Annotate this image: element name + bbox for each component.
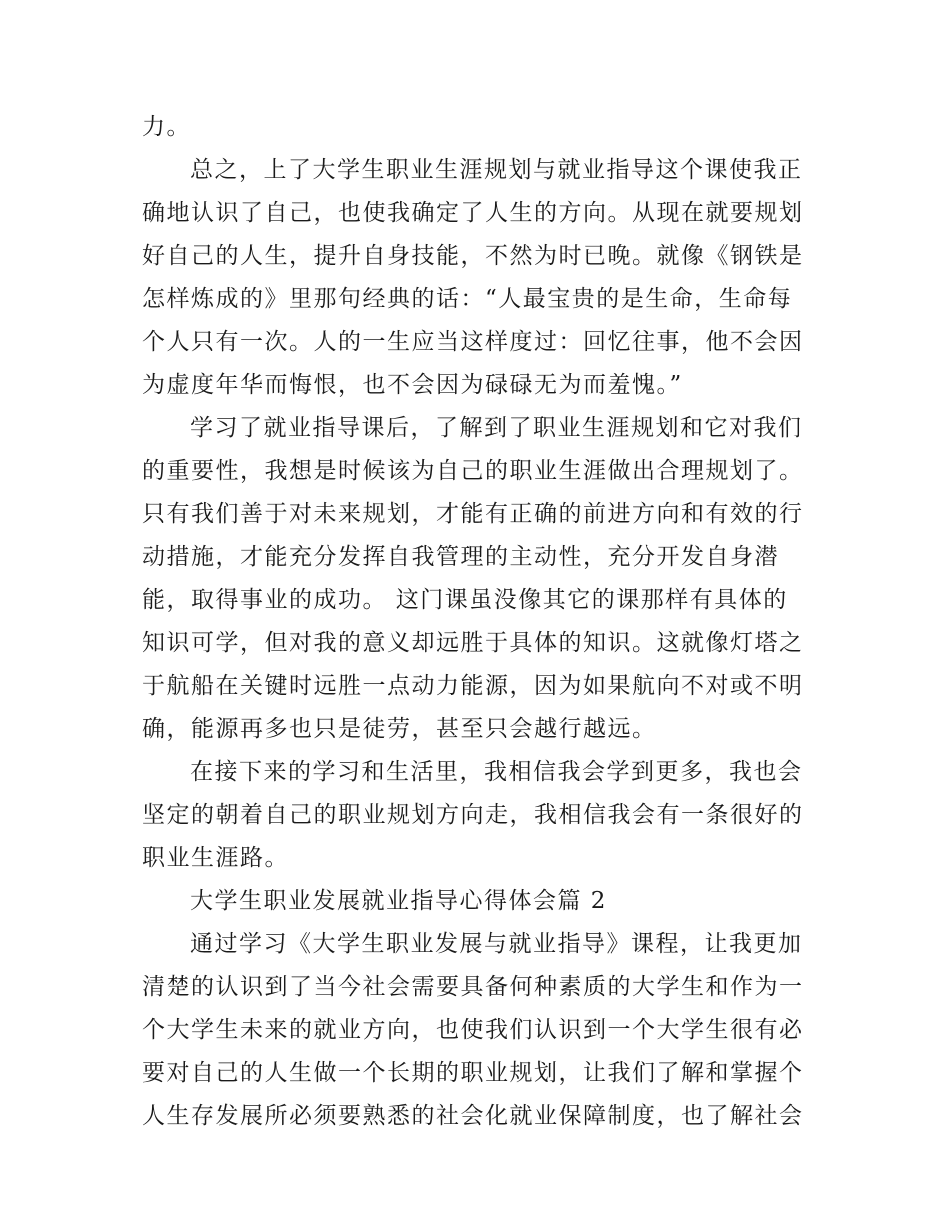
text-line: 的重要性，我想是时候该为自己的职业生涯做出合理规划了。 [142,458,804,484]
text-line: 通过学习《大学生职业发展与就业指导》课程，让我更加 [190,931,803,957]
text-line: 能，取得事业的成功。 这门课虽没像其它的课那样有具体的 [142,587,788,613]
text-line: 为虚度年华而悔恨，也不会因为碌碌无为而羞愧。” [142,372,683,398]
text-line: 总之，上了大学生职业生涯规划与就业指导这个课使我正 [190,157,803,183]
document-page [142,106,812,1138]
text-line: 确地认识了自己，也使我确定了人生的方向。从现在就要规划 [142,200,804,226]
text-line: 坚定的朝着自己的职业规划方向走，我相信我会有一条很好的 [142,802,804,828]
text-line: 清楚的认识到了当今社会需要具备何种素质的大学生和作为一 [142,974,804,1000]
text-line: 知识可学，但对我的意义却远胜于具体的知识。这就像灯塔之 [142,630,804,656]
text-line: 要对自己的人生做一个长期的职业规划，让我们了解和掌握个 [142,1060,804,1086]
text-line: 力。 [142,114,191,140]
text-line: 人生存发展所必须要熟悉的社会化就业保障制度，也了解社会 [142,1103,804,1129]
text-line: 在接下来的学习和生活里，我相信我会学到更多，我也会 [190,759,803,785]
text-line: 怎样炼成的》里那句经典的话：“人最宝贵的是生命，生命每 [142,286,793,312]
text-line: 于航船在关键时远胜一点动力能源，因为如果航向不对或不明 [142,673,804,699]
text-line: 只有我们善于对未来规划，才能有正确的前进方向和有效的行 [142,501,804,527]
text-line: 确，能源再多也只是徒劳，甚至只会越行越远。 [142,716,657,742]
text-line: 个大学生未来的就业方向，也使我们认识到一个大学生很有必 [142,1017,804,1043]
text-line: 个人只有一次。人的一生应当这样度过：回忆往事，他不会因 [142,329,804,355]
text-line: 大学生职业发展就业指导心得体会篇 2 [190,888,607,914]
text-line: 学习了就业指导课后，了解到了职业生涯规划和它对我们 [190,415,803,441]
text-line: 职业生涯路。 [142,845,289,871]
text-line: 好自己的人生，提升自身技能，不然为时已晚。就像《钢铁是 [142,243,804,269]
text-line: 动措施，才能充分发挥自我管理的主动性，充分开发自身潜 [142,544,779,570]
